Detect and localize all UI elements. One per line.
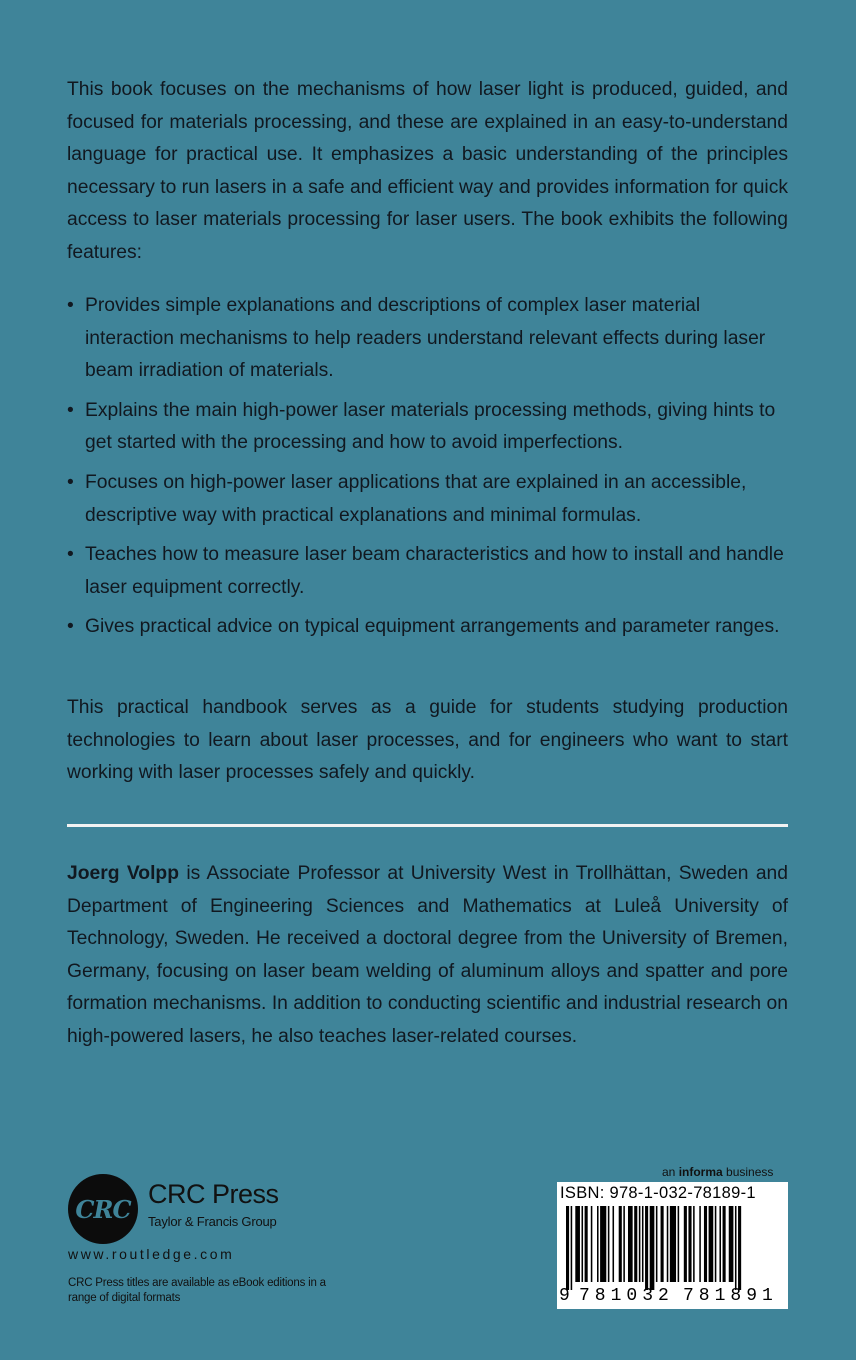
barcode-bar [723, 1206, 726, 1282]
barcode-bar [661, 1206, 664, 1282]
barcode-bar [642, 1206, 644, 1282]
barcode-digit-first: 9 [559, 1286, 570, 1306]
barcode-bar [667, 1206, 669, 1282]
barcode-bar [608, 1206, 610, 1282]
publisher-group: Taylor & Francis Group [148, 1214, 277, 1229]
intro-paragraph: This book focuses on the mechanisms of how laser light is produced, guided, and focused for materials processing, and these are explained in an easy-to-understand language for practical use. It emphasizes a basic understanding of the principles necessary to run lasers in a safe and efficient way and provides information for quick access to laser materials processing for laser users. The book exhibits the following features: [67, 79, 788, 263]
isbn-label: ISBN: 978-1-032-78189-1 [560, 1184, 756, 1202]
publisher-block [68, 1174, 368, 1334]
feature-item: • Gives practical advice on typical equipment arrangements and parameter ranges. [67, 611, 788, 644]
bullet-icon: • [67, 544, 74, 566]
barcode-bar [613, 1206, 615, 1282]
barcode-digits-left: 781032 [579, 1286, 674, 1306]
publisher-name: CRC Press [148, 1179, 279, 1209]
barcode-bar [656, 1206, 658, 1282]
barcode-bar [715, 1206, 717, 1282]
barcode-bar [645, 1206, 648, 1290]
barcode-bar [729, 1206, 734, 1282]
barcode-bar [693, 1206, 695, 1282]
informa-tagline: an informa business [662, 1165, 774, 1179]
barcode-bar [735, 1206, 737, 1290]
bullet-icon: • [67, 399, 74, 421]
barcode-bar [571, 1206, 573, 1290]
closing-paragraph: This practical handbook serves as a guide for students studying production technologies to learn about laser processes, and for engineers who want to start working with laser processes safely and quickly. [67, 697, 788, 784]
barcode-bar [623, 1206, 625, 1282]
feature-item: • Focuses on high-power laser applications that are explained in an accessible, descriptive way with practical explanations and minimal formulas. [67, 467, 788, 532]
barcode-bar [597, 1206, 599, 1282]
author-bio [67, 858, 788, 1054]
feature-item: • Provides simple explanations and descriptions of complex laser material interaction mechanisms to help readers understand relevant effects during laser beam irradiation of materials. [67, 290, 788, 388]
barcode-bar [704, 1206, 707, 1282]
author-bio-text: is Associate Professor at University West in Trollhättan, Sweden and Department of Engineering Sciences and Mathematics at Luleå University of Technology, Sweden. He received a doctoral degree from the University of Bremen, Germany, focusing on laser beam welding of aluminum alloys and spatter and pore formation mechanisms. In addition to conducting scientific and industrial research on high-powered lasers, he also teaches laser-related courses. [67, 863, 788, 1047]
ebook-note: CRC Press titles are available as eBook editions in a range of digital formats [68, 1277, 326, 1304]
barcode-digits-right: 781891 [683, 1286, 778, 1306]
barcode-bar [619, 1206, 622, 1282]
barcode-bar [699, 1206, 701, 1282]
barcode-bar [678, 1206, 680, 1282]
feature-list [67, 290, 788, 651]
crc-logo [68, 1174, 138, 1244]
bullet-icon: • [67, 295, 74, 316]
barcode-bar [719, 1206, 721, 1282]
bullet-icon: • [67, 616, 74, 638]
author-name: Joerg Volpp [67, 863, 179, 884]
bullet-icon: • [67, 471, 74, 493]
barcode-bar [600, 1206, 606, 1282]
feature-item: • Explains the main high-power laser materials processing methods, giving hints to get started with the processing and how to avoid imperfections. [67, 395, 788, 460]
barcode-bar [634, 1206, 637, 1282]
barcode-bar [582, 1206, 584, 1282]
feature-item: • Teaches how to measure laser beam characteristics and how to install and handle laser equipment correctly. [67, 539, 788, 604]
barcode-bar [585, 1206, 588, 1282]
barcode-bars [560, 1206, 785, 1290]
publisher-website: www.routledge.com [68, 1246, 235, 1262]
section-divider [67, 824, 788, 827]
barcode-bar [738, 1206, 741, 1290]
barcode-bar [639, 1206, 641, 1282]
barcode-bar [650, 1206, 655, 1290]
crc-logo-text: CRC [75, 1195, 131, 1224]
barcode-bar [591, 1206, 593, 1282]
barcode-digits [557, 1286, 788, 1308]
barcode-bar [670, 1206, 676, 1282]
barcode-bar [684, 1206, 687, 1282]
barcode-bar [575, 1206, 580, 1282]
barcode-bar [628, 1206, 633, 1282]
barcode-bar [688, 1206, 691, 1282]
barcode-bar [709, 1206, 714, 1282]
barcode-bar [566, 1206, 569, 1290]
barcode [557, 1182, 788, 1309]
